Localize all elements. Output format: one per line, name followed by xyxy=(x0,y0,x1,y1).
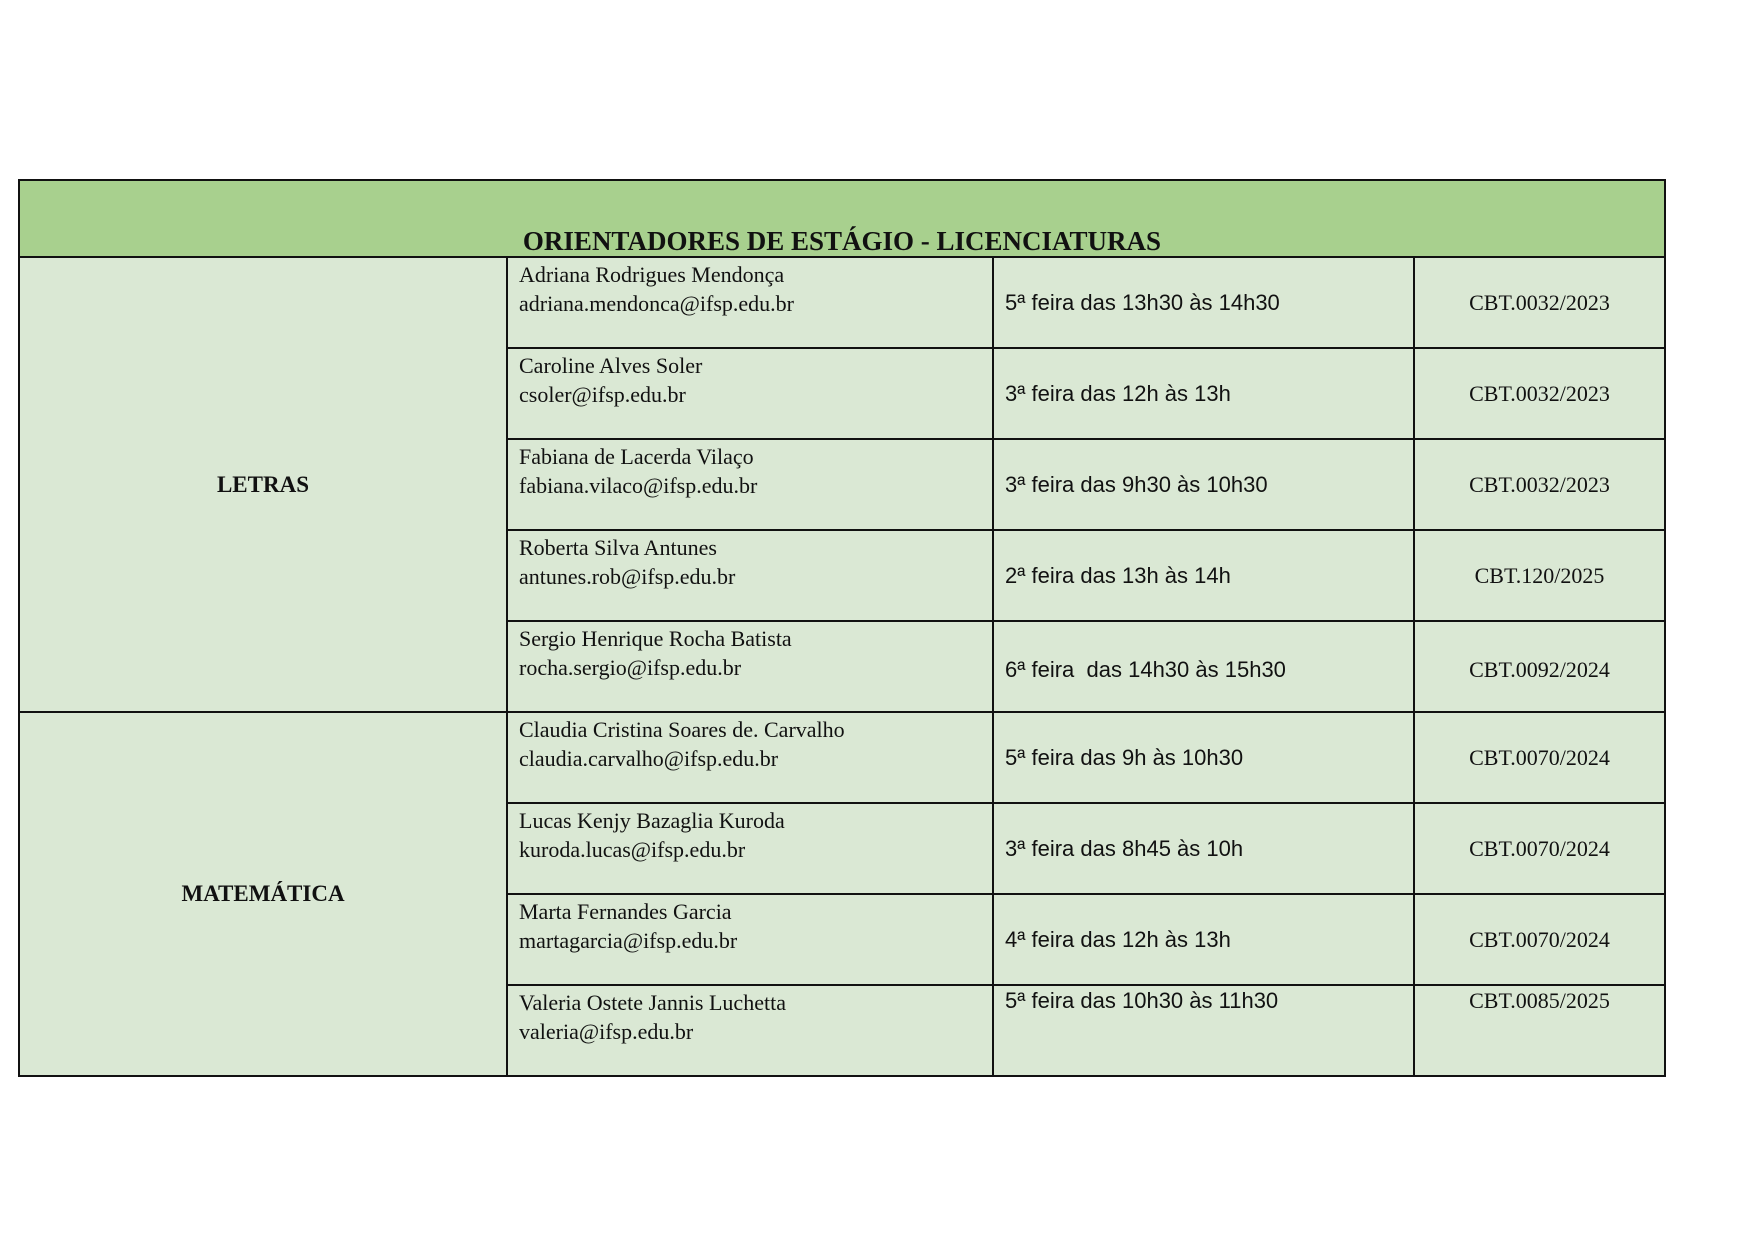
code-cell xyxy=(1414,348,1665,439)
schedule-text: 5ª feira das 10h30 às 11h30 xyxy=(1005,988,1279,1013)
code-cell xyxy=(1414,439,1665,530)
advisor-email[interactable]: valeria@ifsp.edu.br xyxy=(519,1019,694,1044)
advisor-email[interactable]: adriana.mendonca@ifsp.edu.br xyxy=(519,291,794,316)
advisor-cell xyxy=(507,530,993,621)
schedule-cell xyxy=(993,803,1414,894)
advisor-cell xyxy=(507,712,993,803)
code-cell xyxy=(1414,712,1665,803)
advisor-cell xyxy=(507,348,993,439)
schedule-cell xyxy=(993,257,1414,348)
advisor-email[interactable]: kuroda.lucas@ifsp.edu.br xyxy=(519,837,746,862)
course-cell: MATEMÁTICA xyxy=(19,712,507,1076)
process-code: CBT.0085/2025 xyxy=(1469,988,1610,1013)
schedule-cell xyxy=(993,894,1414,985)
advisor-email[interactable]: rocha.sergio@ifsp.edu.br xyxy=(519,655,742,680)
schedule-cell xyxy=(993,621,1414,712)
table-title: ORIENTADORES DE ESTÁGIO - LICENCIATURAS xyxy=(19,180,1665,257)
code-cell xyxy=(1414,894,1665,985)
schedule-text: 5ª feira das 9h às 10h30 xyxy=(1005,745,1244,770)
process-code: CBT.0070/2024 xyxy=(1469,927,1610,952)
advisor-name: Lucas Kenjy Bazaglia Kuroda xyxy=(519,808,785,833)
schedule-cell xyxy=(993,348,1414,439)
advisor-name: Sergio Henrique Rocha Batista xyxy=(519,626,792,651)
schedule-text: 3ª feira das 9h30 às 10h30 xyxy=(1005,472,1268,497)
schedule-text: 3ª feira das 8h45 às 10h xyxy=(1005,836,1244,861)
advisor-cell xyxy=(507,803,993,894)
advisor-cell xyxy=(507,257,993,348)
process-code: CBT.0032/2023 xyxy=(1469,381,1610,406)
advisor-cell xyxy=(507,439,993,530)
table-row xyxy=(19,712,1665,803)
code-cell xyxy=(1414,621,1665,712)
schedule-cell xyxy=(993,439,1414,530)
advisor-name: Roberta Silva Antunes xyxy=(519,535,717,560)
advisor-name: Caroline Alves Soler xyxy=(519,353,703,378)
process-code: CBT.0092/2024 xyxy=(1469,657,1610,682)
schedule-cell xyxy=(993,712,1414,803)
schedule-cell xyxy=(993,530,1414,621)
process-code: CBT.120/2025 xyxy=(1474,563,1605,588)
advisor-email[interactable]: martagarcia@ifsp.edu.br xyxy=(519,928,738,953)
advisor-cell xyxy=(507,621,993,712)
advisor-email[interactable]: antunes.rob@ifsp.edu.br xyxy=(519,564,736,589)
course-cell: LETRAS xyxy=(19,257,507,712)
process-code: CBT.0070/2024 xyxy=(1469,836,1610,861)
code-cell xyxy=(1414,985,1665,1076)
schedule-text: 6ª feira das 14h30 às 15h30 xyxy=(1005,657,1286,682)
schedule-text: 2ª feira das 13h às 14h xyxy=(1005,563,1231,588)
process-code: CBT.0032/2023 xyxy=(1469,472,1610,497)
advisor-cell xyxy=(507,894,993,985)
advisors-table xyxy=(18,179,1666,1077)
advisor-email[interactable]: fabiana.vilaco@ifsp.edu.br xyxy=(519,473,758,498)
table-row xyxy=(19,257,1665,348)
advisor-name: Claudia Cristina Soares de. Carvalho xyxy=(519,717,845,742)
advisor-email[interactable]: csoler@ifsp.edu.br xyxy=(519,382,686,407)
schedule-text: 3ª feira das 12h às 13h xyxy=(1005,381,1231,406)
advisor-name: Valeria Ostete Jannis Luchetta xyxy=(519,990,786,1015)
process-code: CBT.0070/2024 xyxy=(1469,745,1610,770)
advisor-email[interactable]: claudia.carvalho@ifsp.edu.br xyxy=(519,746,779,771)
advisor-cell xyxy=(507,985,993,1076)
code-cell xyxy=(1414,257,1665,348)
schedule-text: 4ª feira das 12h às 13h xyxy=(1005,927,1231,952)
process-code: CBT.0032/2023 xyxy=(1469,290,1610,315)
advisor-name: Fabiana de Lacerda Vilaço xyxy=(519,444,754,469)
schedule-cell xyxy=(993,985,1414,1076)
advisor-name: Adriana Rodrigues Mendonça xyxy=(519,262,785,287)
code-cell xyxy=(1414,530,1665,621)
code-cell xyxy=(1414,803,1665,894)
schedule-text: 5ª feira das 13h30 às 14h30 xyxy=(1005,290,1280,315)
advisor-name: Marta Fernandes Garcia xyxy=(519,899,732,924)
